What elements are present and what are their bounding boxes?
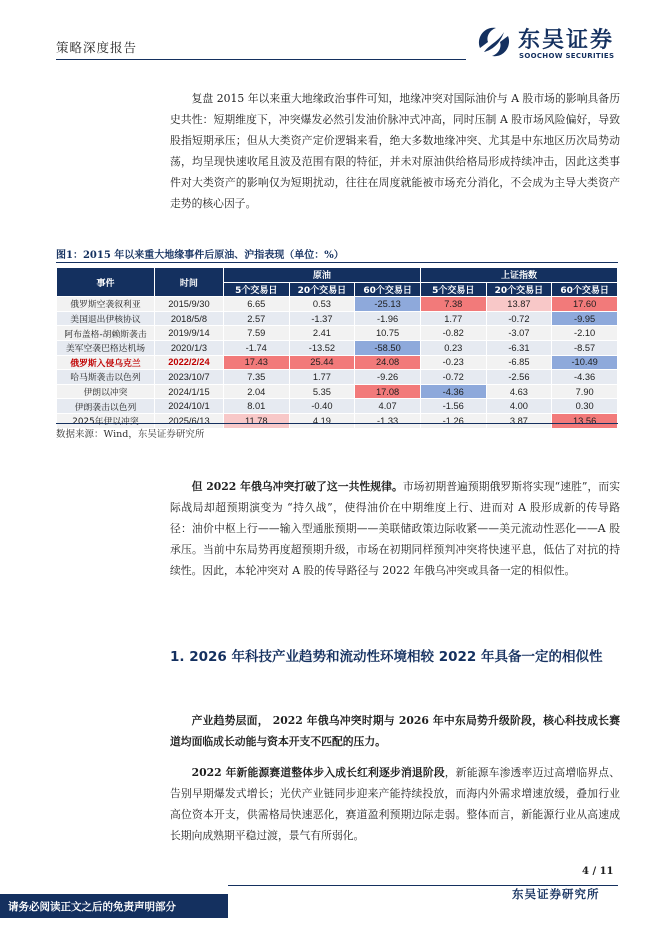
brand-logo [474,22,624,66]
event-cell: 伊朗以冲突 [57,384,155,399]
sh-value-cell: 0.23 [420,340,486,355]
sh-value-cell: 7.90 [552,384,618,399]
sh-value-cell: -2.10 [552,326,618,341]
sh-value-cell: -1.26 [420,413,486,428]
event-cell: 哈马斯袭击以色列 [57,370,155,385]
data-source: 数据来源：Wind，东吴证券研究所 [56,429,205,440]
sh-value-cell: -0.72 [486,311,552,326]
oil-value-cell: -1.74 [223,340,289,355]
table-row [57,311,618,326]
disclaimer-text: 请务必阅读正文之后的免责声明部分 [8,901,176,913]
sh-value-cell: -2.56 [486,370,552,385]
sh-value-cell: -4.36 [552,370,618,385]
event-cell: 俄罗斯入侵乌克兰 [57,355,155,370]
caption-rule [56,262,618,263]
sh-value-cell: -10.49 [552,355,618,370]
header-sh-20d: 20个交易日 [486,282,552,297]
paragraph-2-body: 市场初期普遍预期俄罗斯将实现“速胜”，而实际战局却超预期演变为 “持久战”，使得油价在中期维度上行、进而对 A 股形成新的传导路径：油价中枢上行——输入型通胀预期——美联储政策边际收紧——美元流动性恶化——A 股承压。当前中东局势再度超预期升级，市场在初期同样预判冲突将快速平息，低估了对抗的持续性。因此，本轮冲突对 A 股的传导路径与 2022 年俄乌冲突或具备一定的相似性。 [170,480,620,577]
header-oil: 原油 [223,268,420,283]
intro-paragraph: 复盘 2015 年以来重大地缘政治事件可知，地缘冲突对国际油价与 A 股市场的影响具备历史共性：短期维度下，冲突爆发必然引发油价脉冲式冲高，同时压制 A 股市场风险偏好，导致股指短期承压；但从大类资产定价逻辑来看，绝大多数地缘冲突、尤其是中东地区历次局势动荡，均呈现快速收尾且波及范围有限的特征，并未对原油供给格局形成持续冲击，因此这类事件对大类资产的影响仅为短期扰动，往往在周度就能被市场充分消化，不会成为主导大类资产走势的核心因子。 [170,92,620,210]
sh-value-cell: 4.63 [486,384,552,399]
date-cell: 2024/10/1 [154,399,223,414]
soochow-logo-icon [474,22,514,62]
header-sh-60d: 60个交易日 [552,282,618,297]
footer-institute: 东吴证券研究所 [512,887,600,901]
paragraph-2-lead: 但 2022 年俄乌冲突打破了这一共性规律。 [191,480,403,493]
brand-name-en: SOOCHOW SECURITIES [519,52,615,60]
event-cell: 美军空袭巴格达机场 [57,340,155,355]
figure-caption: 图1：2015 年以来重大地缘事件后原油、沪指表现（单位：%） [56,250,344,261]
oil-value-cell: 7.35 [223,370,289,385]
oil-value-cell: 7.59 [223,326,289,341]
header-event: 事件 [57,268,155,297]
section-heading: 1. 2026 年科技产业趋势和流动性环境相较 2022 年具备一定的相似性 [170,649,603,665]
date-cell: 2023/10/7 [154,370,223,385]
table-row [57,370,618,385]
table-row [57,340,618,355]
table-row [57,326,618,341]
oil-value-cell: 6.65 [223,297,289,312]
event-cell: 美国退出伊核协议 [57,311,155,326]
sh-value-cell: 1.77 [420,311,486,326]
sh-value-cell: -0.23 [420,355,486,370]
event-cell: 2025年伊以冲突 [57,413,155,428]
paragraph-4 [170,762,620,846]
sh-value-cell: 13.87 [486,297,552,312]
oil-value-cell: 2.57 [223,311,289,326]
sh-value-cell: -1.56 [420,399,486,414]
oil-value-cell: -0.40 [289,399,355,414]
event-cell: 阿布盖格-胡赖斯袭击 [57,326,155,341]
oil-value-cell: 2.41 [289,326,355,341]
oil-value-cell: -9.26 [355,370,421,385]
header-date: 时间 [154,268,223,297]
oil-value-cell: -1.33 [355,413,421,428]
oil-value-cell: -58.50 [355,340,421,355]
oil-value-cell: 10.75 [355,326,421,341]
paragraph-4-lead: 2022 年新能源赛道整体步入成长红利逐步消退阶段 [191,766,445,779]
table-row [57,399,618,414]
event-cell: 伊朗袭击以色列 [57,399,155,414]
oil-value-cell: 1.77 [289,370,355,385]
sh-value-cell: 3.87 [486,413,552,428]
header-shanghai: 上证指数 [420,268,617,283]
sh-value-cell: 0.30 [552,399,618,414]
date-cell: 2024/1/15 [154,384,223,399]
oil-value-cell: 0.53 [289,297,355,312]
source-rule [56,423,618,424]
sh-value-cell: 17.60 [552,297,618,312]
date-cell: 2025/6/13 [154,413,223,428]
header-oil-60d: 60个交易日 [355,282,421,297]
oil-value-cell: 2.04 [223,384,289,399]
paragraph-4-body: ，新能源车渗透率迈过高增临界点、告别早期爆发式增长；光伏产业链同步迎来产能持续投放，而海内外需求增速放缓，叠加行业高位资本开支，供需格局快速恶化，赛道盈利预期边际走弱。整体而言，新能源行业从高速成长期向成熟期平稳过渡，景气有所弱化。 [170,766,621,842]
sh-value-cell: -0.72 [420,370,486,385]
table-row [57,384,618,399]
sh-value-cell: -6.85 [486,355,552,370]
oil-value-cell: 25.44 [289,355,355,370]
oil-value-cell: 4.07 [355,399,421,414]
oil-value-cell: 11.78 [223,413,289,428]
brand-name-cn: 东吴证券 [518,28,615,53]
header-rule [56,59,466,60]
sh-value-cell: -9.95 [552,311,618,326]
sh-value-cell: -8.57 [552,340,618,355]
oil-value-cell: 8.01 [223,399,289,414]
date-cell: 2020/1/3 [154,340,223,355]
table-row [57,355,618,370]
page-number: 4 / 11 [582,866,614,877]
report-type: 策略深度报告 [56,40,138,55]
paragraph-3 [170,710,620,752]
sh-value-cell: -4.36 [420,384,486,399]
sh-value-cell: -6.31 [486,340,552,355]
sh-value-cell: -0.82 [420,326,486,341]
oil-value-cell: 17.43 [223,355,289,370]
oil-value-cell: -25.13 [355,297,421,312]
date-cell: 2015/9/30 [154,297,223,312]
sh-value-cell: 7.38 [420,297,486,312]
date-cell: 2019/9/14 [154,326,223,341]
date-cell: 2018/5/8 [154,311,223,326]
event-cell: 俄罗斯空袭叙利亚 [57,297,155,312]
oil-value-cell: 24.08 [355,355,421,370]
disclaimer-banner [0,894,228,918]
sh-value-cell: -3.07 [486,326,552,341]
oil-value-cell: -1.37 [289,311,355,326]
header-sh-5d: 5个交易日 [420,282,486,297]
table-row [57,297,618,312]
geopolitical-events-table [56,267,618,429]
oil-value-cell: 5.35 [289,384,355,399]
date-cell: 2022/2/24 [154,355,223,370]
oil-value-cell: -1.96 [355,311,421,326]
sh-value-cell: 13.56 [552,413,618,428]
paragraph-3-lead: 产业趋势层面， 2022 年俄乌冲突时期与 2026 年中东局势升级阶段，核心科技成长赛道均面临成长动能与资本开支不匹配的压力。 [170,714,620,748]
oil-value-cell: 4.19 [289,413,355,428]
sh-value-cell: 4.00 [486,399,552,414]
oil-value-cell: -13.52 [289,340,355,355]
header-oil-20d: 20个交易日 [289,282,355,297]
oil-value-cell: 17.08 [355,384,421,399]
header-oil-5d: 5个交易日 [223,282,289,297]
paragraph-2 [170,476,620,581]
